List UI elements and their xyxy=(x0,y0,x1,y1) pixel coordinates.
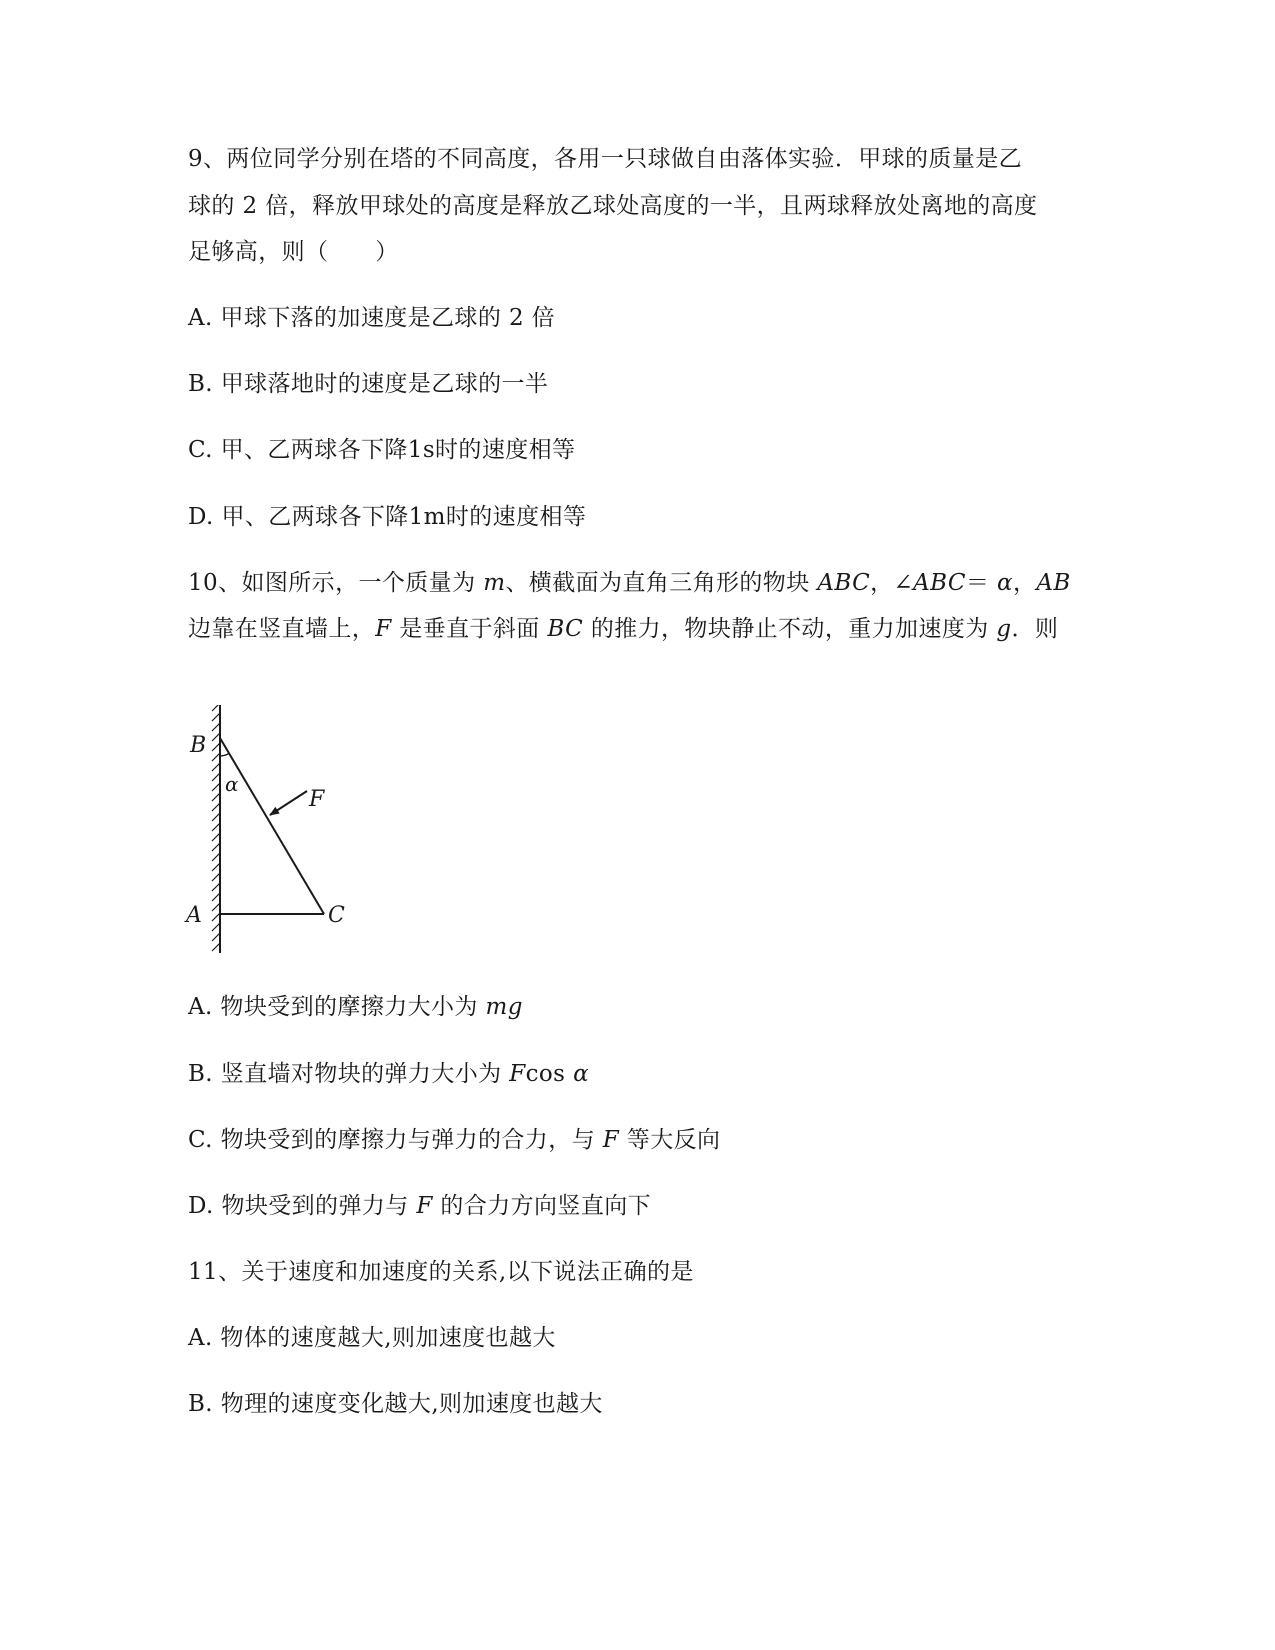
var-abc-angle: ABC xyxy=(913,570,966,596)
var-f: F xyxy=(375,616,392,642)
q11-option-b: B. 物理的速度变化越大,则加速度也越大 xyxy=(188,1391,603,1417)
label-f: F xyxy=(309,787,325,812)
q10-option-a: A. 物块受到的摩擦力大小为 mg xyxy=(188,994,523,1020)
angle-arc xyxy=(220,754,229,757)
var-alpha: α xyxy=(997,570,1013,596)
force-arrow xyxy=(270,791,307,815)
label-c: C xyxy=(328,903,345,928)
var-m: m xyxy=(483,570,506,596)
label-alpha: α xyxy=(225,772,239,796)
q11-option-a: A. 物体的速度越大,则加速度也越大 xyxy=(188,1325,556,1351)
triangle-wall-diagram xyxy=(180,705,380,965)
q10-stem-line-1: 10、如图所示，一个质量为 m、横截面为直角三角形的物块 ABC，∠ABC＝ α，AB xyxy=(188,570,1071,596)
label-a: A xyxy=(186,903,202,928)
q9-stem-line-2: 球的 2 倍，释放甲球处的高度是释放乙球处高度的一半，且两球释放处离地的高度 xyxy=(188,193,1038,219)
q9-option-d: D. 甲、乙两球各下降1m时的速度相等 xyxy=(188,504,587,530)
q10-option-d: D. 物块受到的弹力与 F 的合力方向竖直向下 xyxy=(188,1193,652,1219)
q9-option-b: B. 甲球落地时的速度是乙球的一半 xyxy=(188,371,549,397)
q10-option-c: C. 物块受到的摩擦力与弹力的合力，与 F 等大反向 xyxy=(188,1127,721,1153)
var-g: g xyxy=(996,616,1012,642)
q9-option-c: C. 甲、乙两球各下降1s时的速度相等 xyxy=(188,437,576,463)
var-bc: BC xyxy=(547,616,584,642)
q9-stem-line-1: 9、两位同学分别在塔的不同高度，各用一只球做自由落体实验．甲球的质量是乙 xyxy=(188,146,1023,172)
q10-option-b: B. 竖直墙对物块的弹力大小为 Fcos α xyxy=(188,1061,589,1087)
q9-stem-line-3: 足够高，则（ ） xyxy=(188,239,399,265)
q9-option-a: A. 甲球下落的加速度是乙球的 2 倍 xyxy=(188,305,556,331)
label-b: B xyxy=(190,733,207,758)
wall-hatching xyxy=(212,705,220,951)
var-abc: ABC xyxy=(817,570,871,596)
hypotenuse-bc xyxy=(220,738,324,914)
q10-stem-line-2: 边靠在竖直墙上，F 是垂直于斜面 BC 的推力，物块静止不动，重力加速度为 g．则 xyxy=(188,616,1059,642)
var-ab: AB xyxy=(1036,570,1071,596)
q11-stem: 11、关于速度和加速度的关系,以下说法正确的是 xyxy=(188,1259,694,1285)
